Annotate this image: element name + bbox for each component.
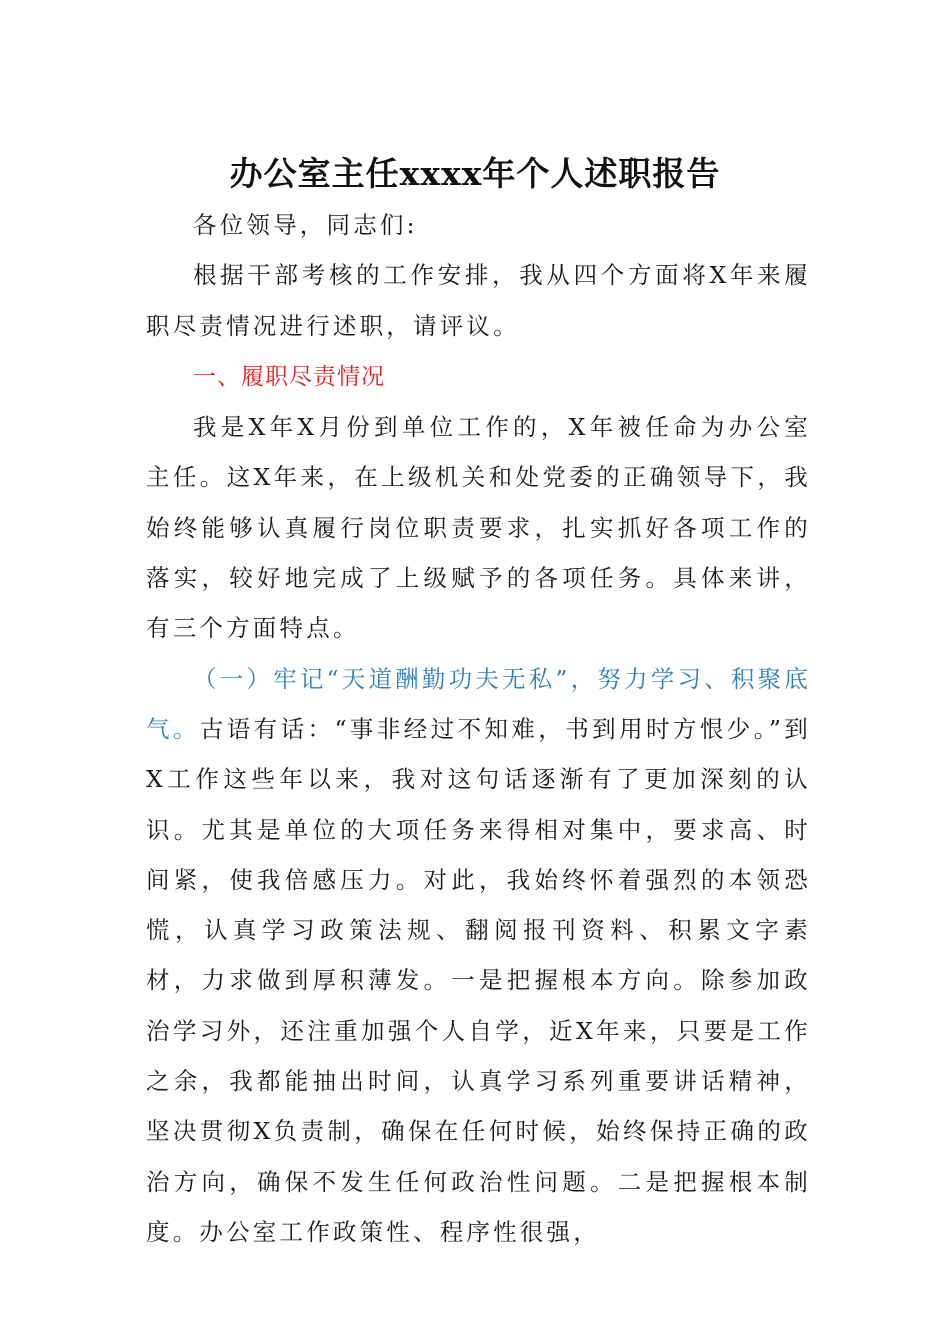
section1-paragraph: 我是X年X月份到单位工作的，X年被任命为办公室主任。这X年来，在上级机关和处党委的正确领导下，我始终能够认真履行岗位职责要求，扎实抓好各项工作的落实，较好地完成了上级赋予的各项任务。具体来讲，有三个方面特点。: [146, 413, 811, 643]
document-body: [146, 200, 811, 1257]
subsection1-paragraph: [146, 654, 811, 1258]
intro-paragraph: 根据干部考核的工作安排，我从四个方面将X年来履职尽责情况进行述职，请评议。: [146, 261, 811, 340]
document-title: 办公室主任xxxx年个人述职报告: [229, 154, 721, 193]
subsection1-heading: （一）牢记“天道酬勤功夫无私”，努力学习、积聚底气。: [146, 664, 811, 743]
salutation: 各位领导，同志们:: [193, 211, 418, 239]
subsection1-body: 古语有话：“事非经过不知难，书到用时方恨少。”到X工作这些年以来，我对这句话逐渐有了更加深刻的认识。尤其是单位的大项任务来得相对集中，要求高、时间紧，使我倍感压力。对此，我始终怀着强烈的本领恐慌，认真学习政策法规、翻阅报刊资料、积累文字素材，力求做到厚积薄发。一是把握根本方向。除参加政治学习外，还注重加强个人自学，近X年来，只要是工作之余，我都能抽出时间，认真学习系列重要讲话精神，坚决贯彻X负责制，确保在任何时候，始终保持正确的政治方向，确保不发生任何政治性问题。二是把握根本制度。办公室工作政策性、程序性很强，: [146, 714, 811, 1246]
section1-heading: 一、履职尽责情况: [193, 363, 385, 390]
section-heading: [146, 351, 811, 402]
